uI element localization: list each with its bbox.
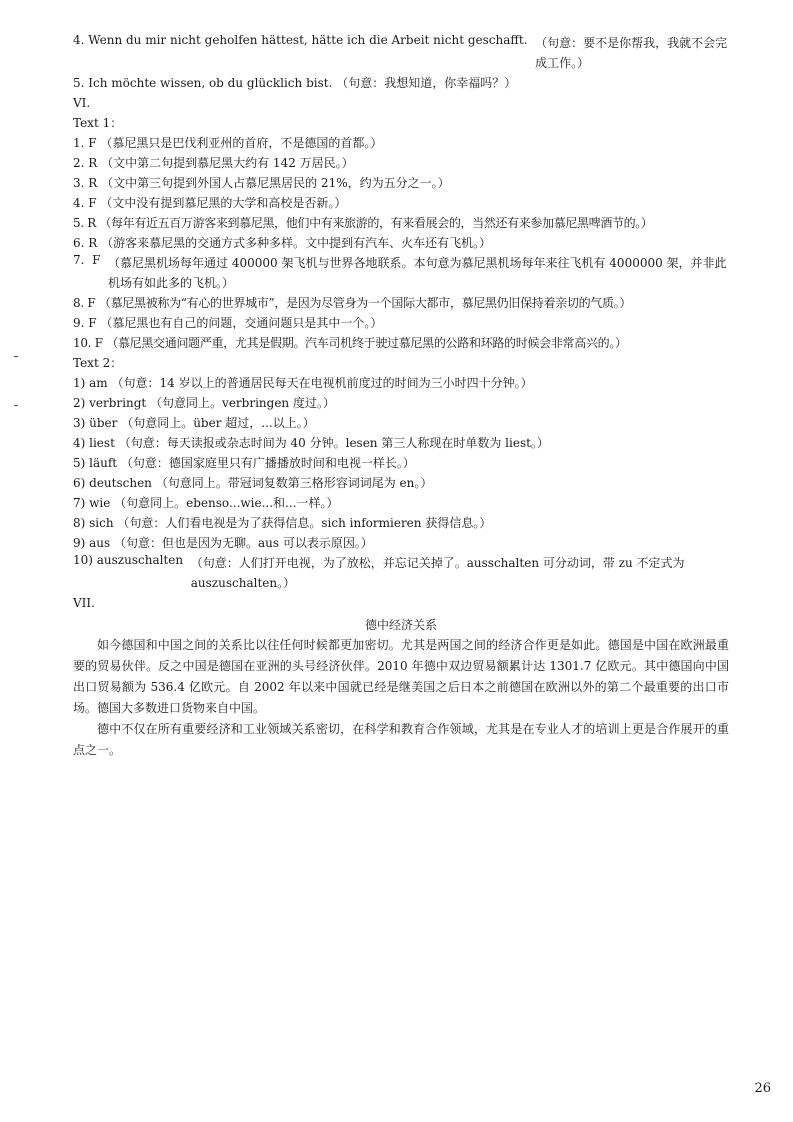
scan-mark: [14, 356, 18, 357]
sentence-4-german: 4. Wenn du mir nicht geholfen hättest, hätte ich die Arbeit nicht geschafft.: [73, 33, 536, 47]
text2-answer-10: [73, 553, 729, 593]
text2-answer-7: 7) wie （句意同上。ebenso...wie...和...一样。）: [73, 496, 339, 510]
text1-answer-4: 4. F （文中没有提到慕尼黑的大学和高校是否新。）: [73, 196, 347, 210]
scan-mark: [14, 405, 18, 406]
text1-answer-1: 1. F （慕尼黑只是巴伐利亚州的首府，不是德国的首都。）: [73, 136, 383, 150]
text2-answer-6: 6) deutschen （句意同上。带冠词复数第三格形容词词尾为 en。）: [73, 476, 433, 490]
text2-answer-4: 4) liest （句意：每天读报或杂志时间为 40 分钟。lesen 第三人称现在时单数为 liest。）: [73, 436, 549, 450]
text1-answer-3: 3. R （文中第三句提到外国人占慕尼黑居民的 21%，约为五分之一。）: [73, 176, 450, 190]
text1-answer-6: 6. R （游客来慕尼黑的交通方式多种多样。文中提到有汽车、火车还有飞机。）: [73, 236, 492, 250]
translation-paragraph-2: 德中不仅在所有重要经济和工业领域关系密切，在科学和教育合作领域，尤其是在专业人才的培训上更是合作展开的重点之一。: [73, 722, 729, 757]
section-vi-heading: VI.: [73, 96, 91, 110]
text2-answer-8: 8) sich （句意：人们看电视是为了获得信息。sich informieren 获得信息。）: [73, 516, 492, 530]
text2-answer-3: 3) über （句意同上。über 超过，...以上。）: [73, 416, 315, 430]
text1-answer-2: 2. R （文中第二句提到慕尼黑大约有 142 万居民。）: [73, 156, 354, 170]
text2-answer-1: 1) am （句意：14 岁以上的普通居民每天在电视机前度过的时间为三小时四十分钟。）: [73, 376, 533, 390]
sentence-4-translation: （句意：要不是你帮我，我就不会完成工作。）: [535, 36, 728, 70]
sentence-5: 5. Ich möchte wissen, ob du glücklich bist. （句意：我想知道，你幸福吗？）: [73, 76, 517, 90]
text2-answer-2: 2) verbringt （句意同上。verbringen 度过。）: [73, 396, 335, 410]
text1-answer-7-explanation: （慕尼黑机场每年通过 400000 架飞机与世界各地联系。本句意为慕尼黑机场每年来往飞机有 4000000 架，并非此机场有如此多的飞机。）: [108, 256, 727, 290]
text1-answer-5: 5. R （每年有近五百万游客来到慕尼黑，他们中有来旅游的，有来看展会的，当然还有来参加慕尼黑啤酒节的。）: [73, 216, 653, 230]
text2-answer-10-explanation: （句意：人们打开电视，为了放松，并忘记关掉了。ausschalten 可分动词，带 zu 不定式为 auszuschalten。）: [190, 556, 685, 590]
answer-key-content: [73, 33, 729, 761]
text2-answer-10-label: 10) auszuschalten: [73, 553, 191, 567]
text2-answer-9: 9) aus （句意：但也是因为无聊。aus 可以表示原因。）: [73, 536, 373, 550]
text1-heading: Text 1：: [73, 116, 123, 130]
text1-answer-10: 10. F （慕尼黑交通问题严重，尤其是假期。汽车司机终于驶过慕尼黑的公路和环路的时候会非常高兴的。）: [73, 336, 627, 350]
text2-answer-5: 5) läuft （句意：德国家庭里只有广播播放时间和电视一样长。）: [73, 456, 415, 470]
text1-answer-9: 9. F （慕尼黑也有自己的问题，交通问题只是其中一个。）: [73, 316, 383, 330]
text1-answer-7-label: 7. F: [73, 253, 109, 267]
translation-title: 德中经济关系: [364, 618, 437, 632]
section-vii-heading: VII.: [73, 596, 95, 610]
text1-answer-7: [73, 253, 729, 293]
sentence-4: [73, 33, 729, 73]
page-number: 26: [754, 1081, 771, 1096]
translation-paragraph-1: 如今德国和中国之间的关系比以往任何时候都更加密切。尤其是两国之间的经济合作更是如此。德国是中国在欧洲最重要的贸易伙伴。反之中国是德国在亚洲的头号经济伙伴。2010 年德中双边贸易额累计达 1301.7 亿欧元。其中德国向中国出口贸易额为 536.4 亿欧元。自 2002 年以来中国就已经是继美国之后日本之前德国在欧洲以外的第二个最重要的出口市场。德国大多数进口货物来自中国。: [73, 638, 729, 715]
text2-heading: Text 2：: [73, 356, 123, 370]
text1-answer-8: 8. F （慕尼黑被称为“有心的世界城市”，是因为尽管身为一个国际大都市，慕尼黑仍旧保持着亲切的气质。）: [73, 296, 632, 310]
